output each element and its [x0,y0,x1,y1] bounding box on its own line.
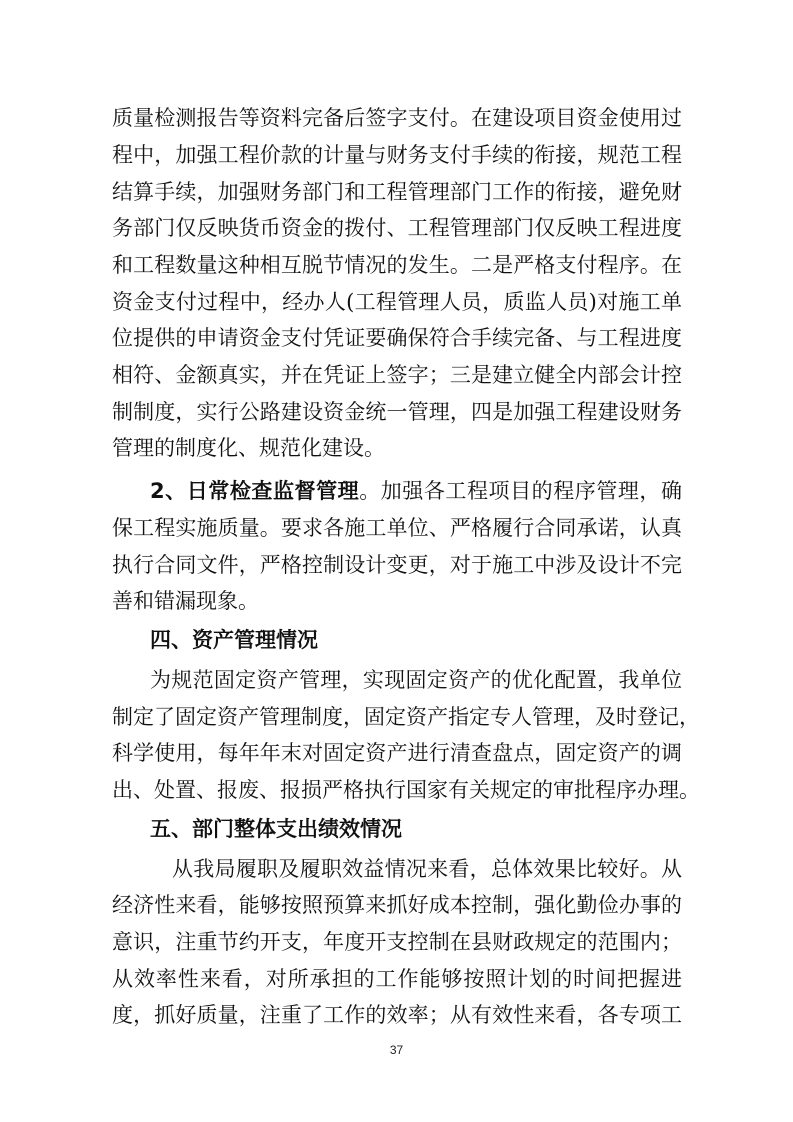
body-text-line: 务部门仅反映货币资金的拨付、工程管理部门仅反映工程进度 [112,216,682,240]
subsection-title: 2、日常检查监督管理 [150,479,360,503]
section-heading: 五、部门整体支出绩效情况 [150,817,402,841]
section-heading: 四、资产管理情况 [150,628,318,652]
body-text-line: 为规范固定资产管理，实现固定资产的优化配置，我单位 [150,668,682,692]
page-number: 37 [389,1043,404,1057]
body-text-line: 经济性来看，能够按照预算来抓好成本控制，强化勤俭办事的 [112,893,682,917]
body-text-line: 质量检测报告等资料完备后签字支付。在建设项目资金使用过 [112,106,682,130]
body-text-line: 科学使用，每年年末对固定资产进行清查盘点，固定资产的调 [112,741,682,765]
body-text-inline: 。加强各工程项目的程序管理，确 [359,479,682,503]
body-text-line: 资金支付过程中，经办人(工程管理人员，质监人员)对施工单 [112,290,682,314]
body-text-line: 管理的制度化、规范化建设。 [112,436,385,460]
body-text-line: 制定了固定资产管理制度，固定资产指定专人管理，及时登记， [112,705,700,729]
body-text-line: 出、处置、报废、报损严格执行国家有关规定的审批程序办理。 [112,778,700,802]
body-text-line: 执行合同文件，严格控制设计变更，对于施工中涉及设计不完 [112,553,682,577]
body-text-line: 相符、金额真实，并在凭证上签字；三是建立健全内部会计控 [112,363,682,387]
body-text-line: 从效率性来看，对所承担的工作能够按照计划的时间把握进 [112,967,682,991]
body-text-line: 保工程实施质量。要求各施工单位、严格履行合同承诺，认真 [112,516,682,540]
body-text-line: 度，抓好质量，注重了工作的效率；从有效性来看，各专项工 [112,1003,682,1027]
body-text-line: 制制度，实行公路建设资金统一管理，四是加强工程建设财务 [112,400,682,424]
body-text-line: 意识，注重节约开支，年度开支控制在县财政规定的范围内； [112,930,682,954]
subsection-first-line [150,476,682,506]
body-text-line: 位提供的申请资金支付凭证要确保符合手续完备、与工程进度 [112,326,682,350]
body-text-line: 和工程数量这种相互脱节情况的发生。二是严格支付程序。在 [112,253,682,277]
body-text-line: 善和错漏现象。 [112,589,259,613]
body-text-line: 程中，加强工程价款的计量与财务支付手续的衔接，规范工程 [112,143,682,167]
body-text-line: 从我局履职及履职效益情况来看，总体效果比较好。从 [172,857,682,881]
body-text-line: 结算手续，加强财务部门和工程管理部门工作的衔接，避免财 [112,180,682,204]
